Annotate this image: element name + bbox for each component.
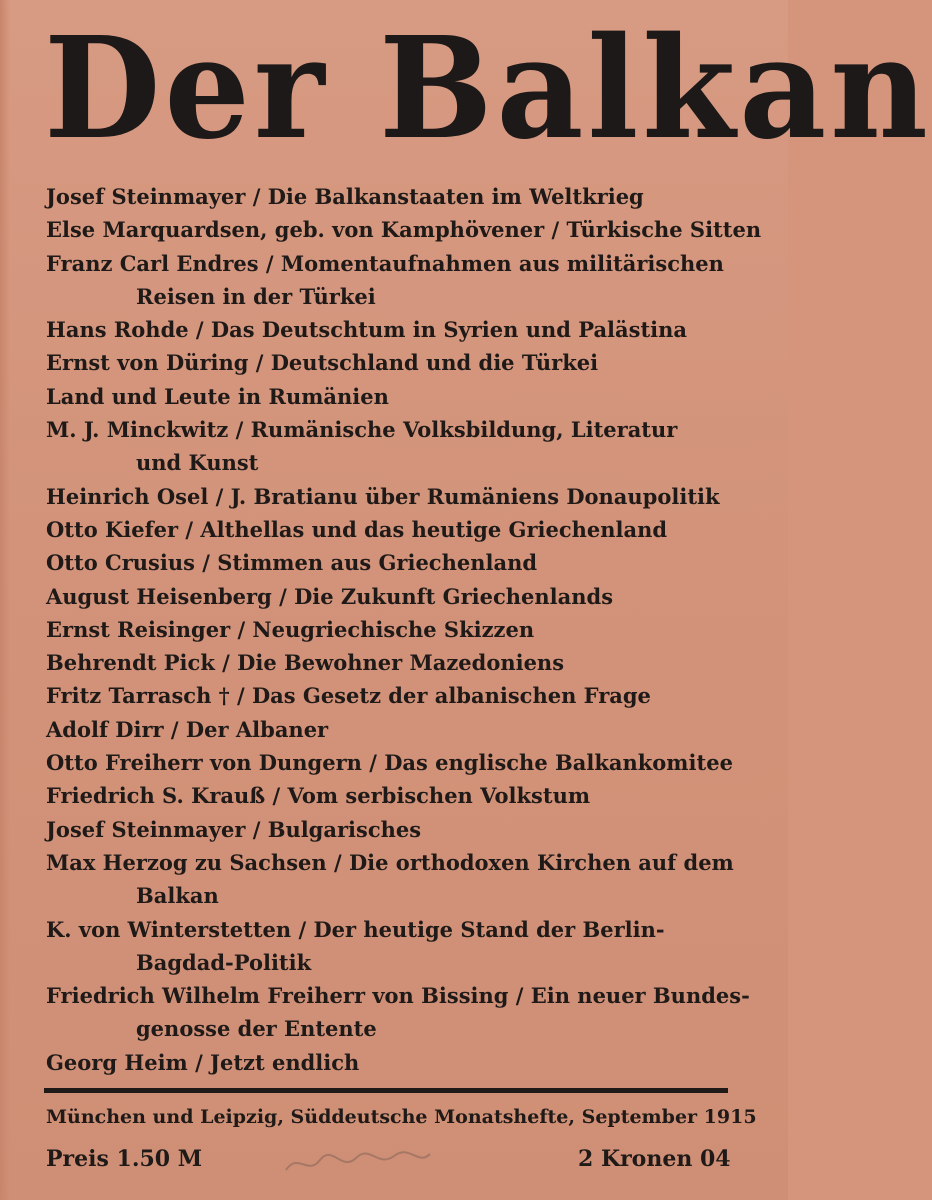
toc-entry: Adolf Dirr / Der Albaner: [46, 716, 329, 742]
masthead-title: Der Balkan: [44, 7, 932, 171]
toc-entry-continuation: Bagdad-Politik: [136, 949, 312, 975]
toc-entry: Behrendt Pick / Die Bewohner Mazedoniens: [46, 650, 565, 676]
toc-entry: M. J. Minckwitz / Rumänische Volksbildung, Literatur: [46, 417, 678, 443]
toc-entry: Friedrich S. Krauß / Vom serbischen Volkstum: [46, 783, 591, 809]
table-of-contents: [46, 180, 762, 1079]
toc-entry: Otto Freiherr von Dungern / Das englische Balkankomitee: [46, 750, 733, 776]
paper-edge-shadow: [0, 0, 10, 1200]
toc-entry-continuation: und Kunst: [136, 450, 259, 476]
toc-entry: Max Herzog zu Sachsen / Die orthodoxen Kirchen auf dem: [46, 849, 734, 875]
divider-rule: [44, 1088, 728, 1093]
toc-entry: Ernst von Düring / Deutschland und die Türkei: [46, 350, 599, 376]
toc-entry: Heinrich Osel / J. Bratianu über Rumäniens Donaupolitik: [46, 483, 720, 509]
toc-entry-continuation: Reisen in der Türkei: [136, 283, 376, 309]
toc-entry: Otto Crusius / Stimmen aus Griechenland: [46, 550, 538, 576]
toc-entry: Franz Carl Endres / Momentaufnahmen aus militärischen: [46, 250, 724, 276]
toc-entry: Otto Kiefer / Althellas und das heutige Griechenland: [46, 516, 668, 542]
toc-entry: Georg Heim / Jetzt endlich: [46, 1049, 360, 1075]
toc-entry: August Heisenberg / Die Zukunft Griechenlands: [46, 583, 614, 609]
publisher-imprint: München und Leipzig, Süddeutsche Monatshefte, September 1915: [46, 1106, 757, 1128]
price-marks: Preis 1.50 M: [46, 1146, 203, 1172]
toc-entry: Fritz Tarrasch † / Das Gesetz der albanischen Frage: [46, 683, 651, 709]
toc-entry-continuation: genosse der Entente: [136, 1016, 377, 1042]
toc-entry: Josef Steinmayer / Bulgarisches: [46, 816, 422, 842]
toc-entry-continuation: Balkan: [136, 883, 219, 909]
price-kronen: 2 Kronen 04: [578, 1146, 731, 1172]
toc-entry: Josef Steinmayer / Die Balkanstaaten im Weltkrieg: [46, 184, 644, 209]
toc-entry: Hans Rohde / Das Deutschtum in Syrien und Palästina: [46, 317, 688, 343]
toc-entry: Friedrich Wilhelm Freiherr von Bissing / Ein neuer Bundes-: [46, 983, 750, 1009]
toc-entry: Else Marquardsen, geb. von Kamphövener / Türkische Sitten: [46, 217, 762, 243]
toc-entry: Land und Leute in Rumänien: [46, 383, 389, 409]
toc-entry: Ernst Reisinger / Neugriechische Skizzen: [46, 616, 535, 642]
pencil-annotation: [278, 1142, 438, 1182]
toc-entry: K. von Winterstetten / Der heutige Stand der Berlin-: [46, 916, 665, 942]
